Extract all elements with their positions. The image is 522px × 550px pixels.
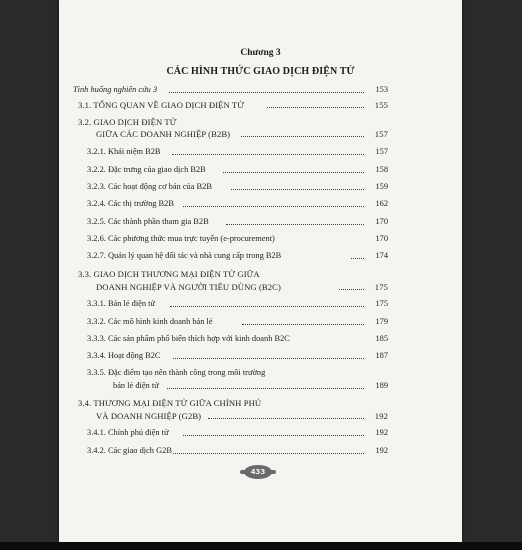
toc-entry-text: 3.4. THƯƠNG MẠI ĐIỆN TỬ GIỮA CHÍNH PHỦ [78, 398, 262, 408]
toc-entry-page: 192 [375, 428, 388, 437]
dot-leader [242, 324, 364, 325]
chapter-title: CÁC HÌNH THỨC GIAO DỊCH ĐIỆN TỬ [166, 66, 355, 77]
toc-entry-3-3-cont [59, 281, 462, 293]
toc-entry-page: 162 [375, 199, 388, 208]
toc-entry-3-2-7 [59, 250, 462, 262]
toc-entry-text: 3.2.3. Các hoạt động cơ bản của B2B [87, 182, 212, 191]
toc-entry-text-continued: DOANH NGHIỆP VÀ NGƯỜI TIÊU DÙNG (B2C) [96, 282, 281, 292]
toc-entry-text: 3.3.4. Hoạt động B2C [87, 351, 161, 360]
toc-entry-3-4-2 [59, 445, 462, 457]
toc-entry-text: 3.3.5. Đặc điểm tạo nên thành công trong môi trường [87, 368, 266, 377]
toc-entry-text-continued: VÀ DOANH NGHIỆP (G2B) [96, 411, 202, 421]
book-page [59, 0, 462, 542]
toc-entry-text: 3.2. GIAO DỊCH ĐIỆN TỬ [78, 117, 177, 127]
toc-entry-page: 170 [375, 217, 388, 226]
dot-leader [173, 358, 364, 359]
toc-entry-text: 3.3. GIAO DỊCH THƯƠNG MẠI ĐIỆN TỬ GIỮA [78, 269, 260, 279]
toc-entry-page: 157 [374, 129, 388, 139]
toc-entry-page: 170 [375, 234, 388, 243]
toc-entry-3-2 [59, 116, 462, 128]
toc-entry-3-3-5-cont [59, 380, 462, 392]
dot-leader [169, 92, 364, 93]
dot-leader [351, 258, 364, 259]
toc-entry-text: 3.2.7. Quản lý quan hệ đối tác và nhà cung cấp trong B2B [87, 251, 282, 260]
toc-entry-3-3-2 [59, 316, 462, 328]
chapter-label: Chương 3 [240, 48, 281, 58]
dot-leader [339, 289, 364, 290]
toc-entry-3-2-4 [59, 198, 462, 210]
dot-leader [183, 206, 364, 207]
toc-entry-3-2-6 [59, 233, 462, 245]
toc-entry-3-3-1 [59, 298, 462, 310]
dot-leader [172, 154, 364, 155]
toc-entry-text: 3.4.2. Các giao dịch G2B [87, 446, 172, 455]
dot-leader [167, 388, 364, 389]
toc-entry-page: 192 [374, 411, 388, 421]
toc-entry-3-4 [59, 397, 462, 409]
dot-leader [208, 418, 364, 419]
toc-entry-3-2-3 [59, 181, 462, 193]
viewer-bottom-bar [0, 542, 522, 550]
toc-entry-page: 159 [375, 182, 388, 191]
toc-entry-text: 3.3.1. Bán lẻ điện tử [87, 299, 156, 308]
toc-entry-page: 155 [374, 100, 388, 110]
toc-entry-3-3 [59, 268, 462, 280]
dot-leader [226, 224, 364, 225]
dot-leader [173, 453, 364, 454]
toc-entry-text: Tình huống nghiên cứu 3 [73, 85, 158, 94]
toc-entry-text: 3.2.4. Các thị trường B2B [87, 199, 174, 208]
dot-leader [231, 189, 364, 190]
toc-entry-page: 158 [375, 165, 388, 174]
dot-leader [267, 107, 364, 108]
toc-entry-text: 3.2.1. Khái niệm B2B [87, 147, 161, 156]
toc-entry-text: 3.2.2. Đặc trưng của giao dịch B2B [87, 165, 206, 174]
toc-entry-3-2-1 [59, 146, 462, 158]
toc-entry-text: 3.2.6. Các phương thức mua trực tuyến (e-procurement) [87, 234, 275, 243]
toc-entry-text: 3.1. TỔNG QUAN VỀ GIAO DỊCH ĐIỆN TỬ [78, 100, 245, 110]
toc-entry-text-continued: bán lẻ điện tử [113, 381, 159, 390]
toc-entry-page: 157 [375, 147, 388, 156]
toc-entry-3-2-2 [59, 164, 462, 176]
page-number-ornament: 433 [244, 465, 272, 479]
toc-entry-page: 175 [374, 282, 388, 292]
toc-entry-text: 3.3.3. Các sản phẩm phổ biến thích hợp với kinh doanh B2C [87, 334, 290, 343]
dot-leader [223, 172, 364, 173]
toc-entry-3-3-5 [59, 367, 462, 379]
toc-entry-3-4-cont [59, 410, 462, 422]
toc-entry-page: 179 [375, 317, 388, 326]
toc-entry-page: 189 [375, 381, 388, 390]
dot-leader [241, 136, 364, 137]
toc-entry-3-4-1 [59, 427, 462, 439]
toc-entry-page: 185 [375, 334, 388, 343]
toc-entry-3-3-3 [59, 333, 462, 345]
toc-entry-3-2-cont [59, 128, 462, 140]
toc-entry-3-2-5 [59, 216, 462, 228]
toc-entry-page: 192 [375, 446, 388, 455]
toc-entry-text: 3.3.2. Các mô hình kinh doanh bán lẻ [87, 317, 213, 326]
toc-entry-3-3-4 [59, 350, 462, 362]
toc-entry-3-1 [59, 99, 462, 111]
toc-entry-text: 3.2.5. Các thành phần tham gia B2B [87, 217, 209, 226]
dot-leader [170, 306, 364, 307]
toc-entry-page: 175 [375, 299, 388, 308]
toc-entry-page: 153 [375, 85, 388, 94]
toc-entry-case-study [59, 84, 462, 96]
toc-entry-page: 174 [375, 251, 388, 260]
toc-entry-page: 187 [375, 351, 388, 360]
toc-entry-text-continued: GIỮA CÁC DOANH NGHIỆP (B2B) [96, 129, 231, 139]
toc-entry-text: 3.4.1. Chính phủ điện tử [87, 428, 169, 437]
dot-leader [183, 435, 364, 436]
